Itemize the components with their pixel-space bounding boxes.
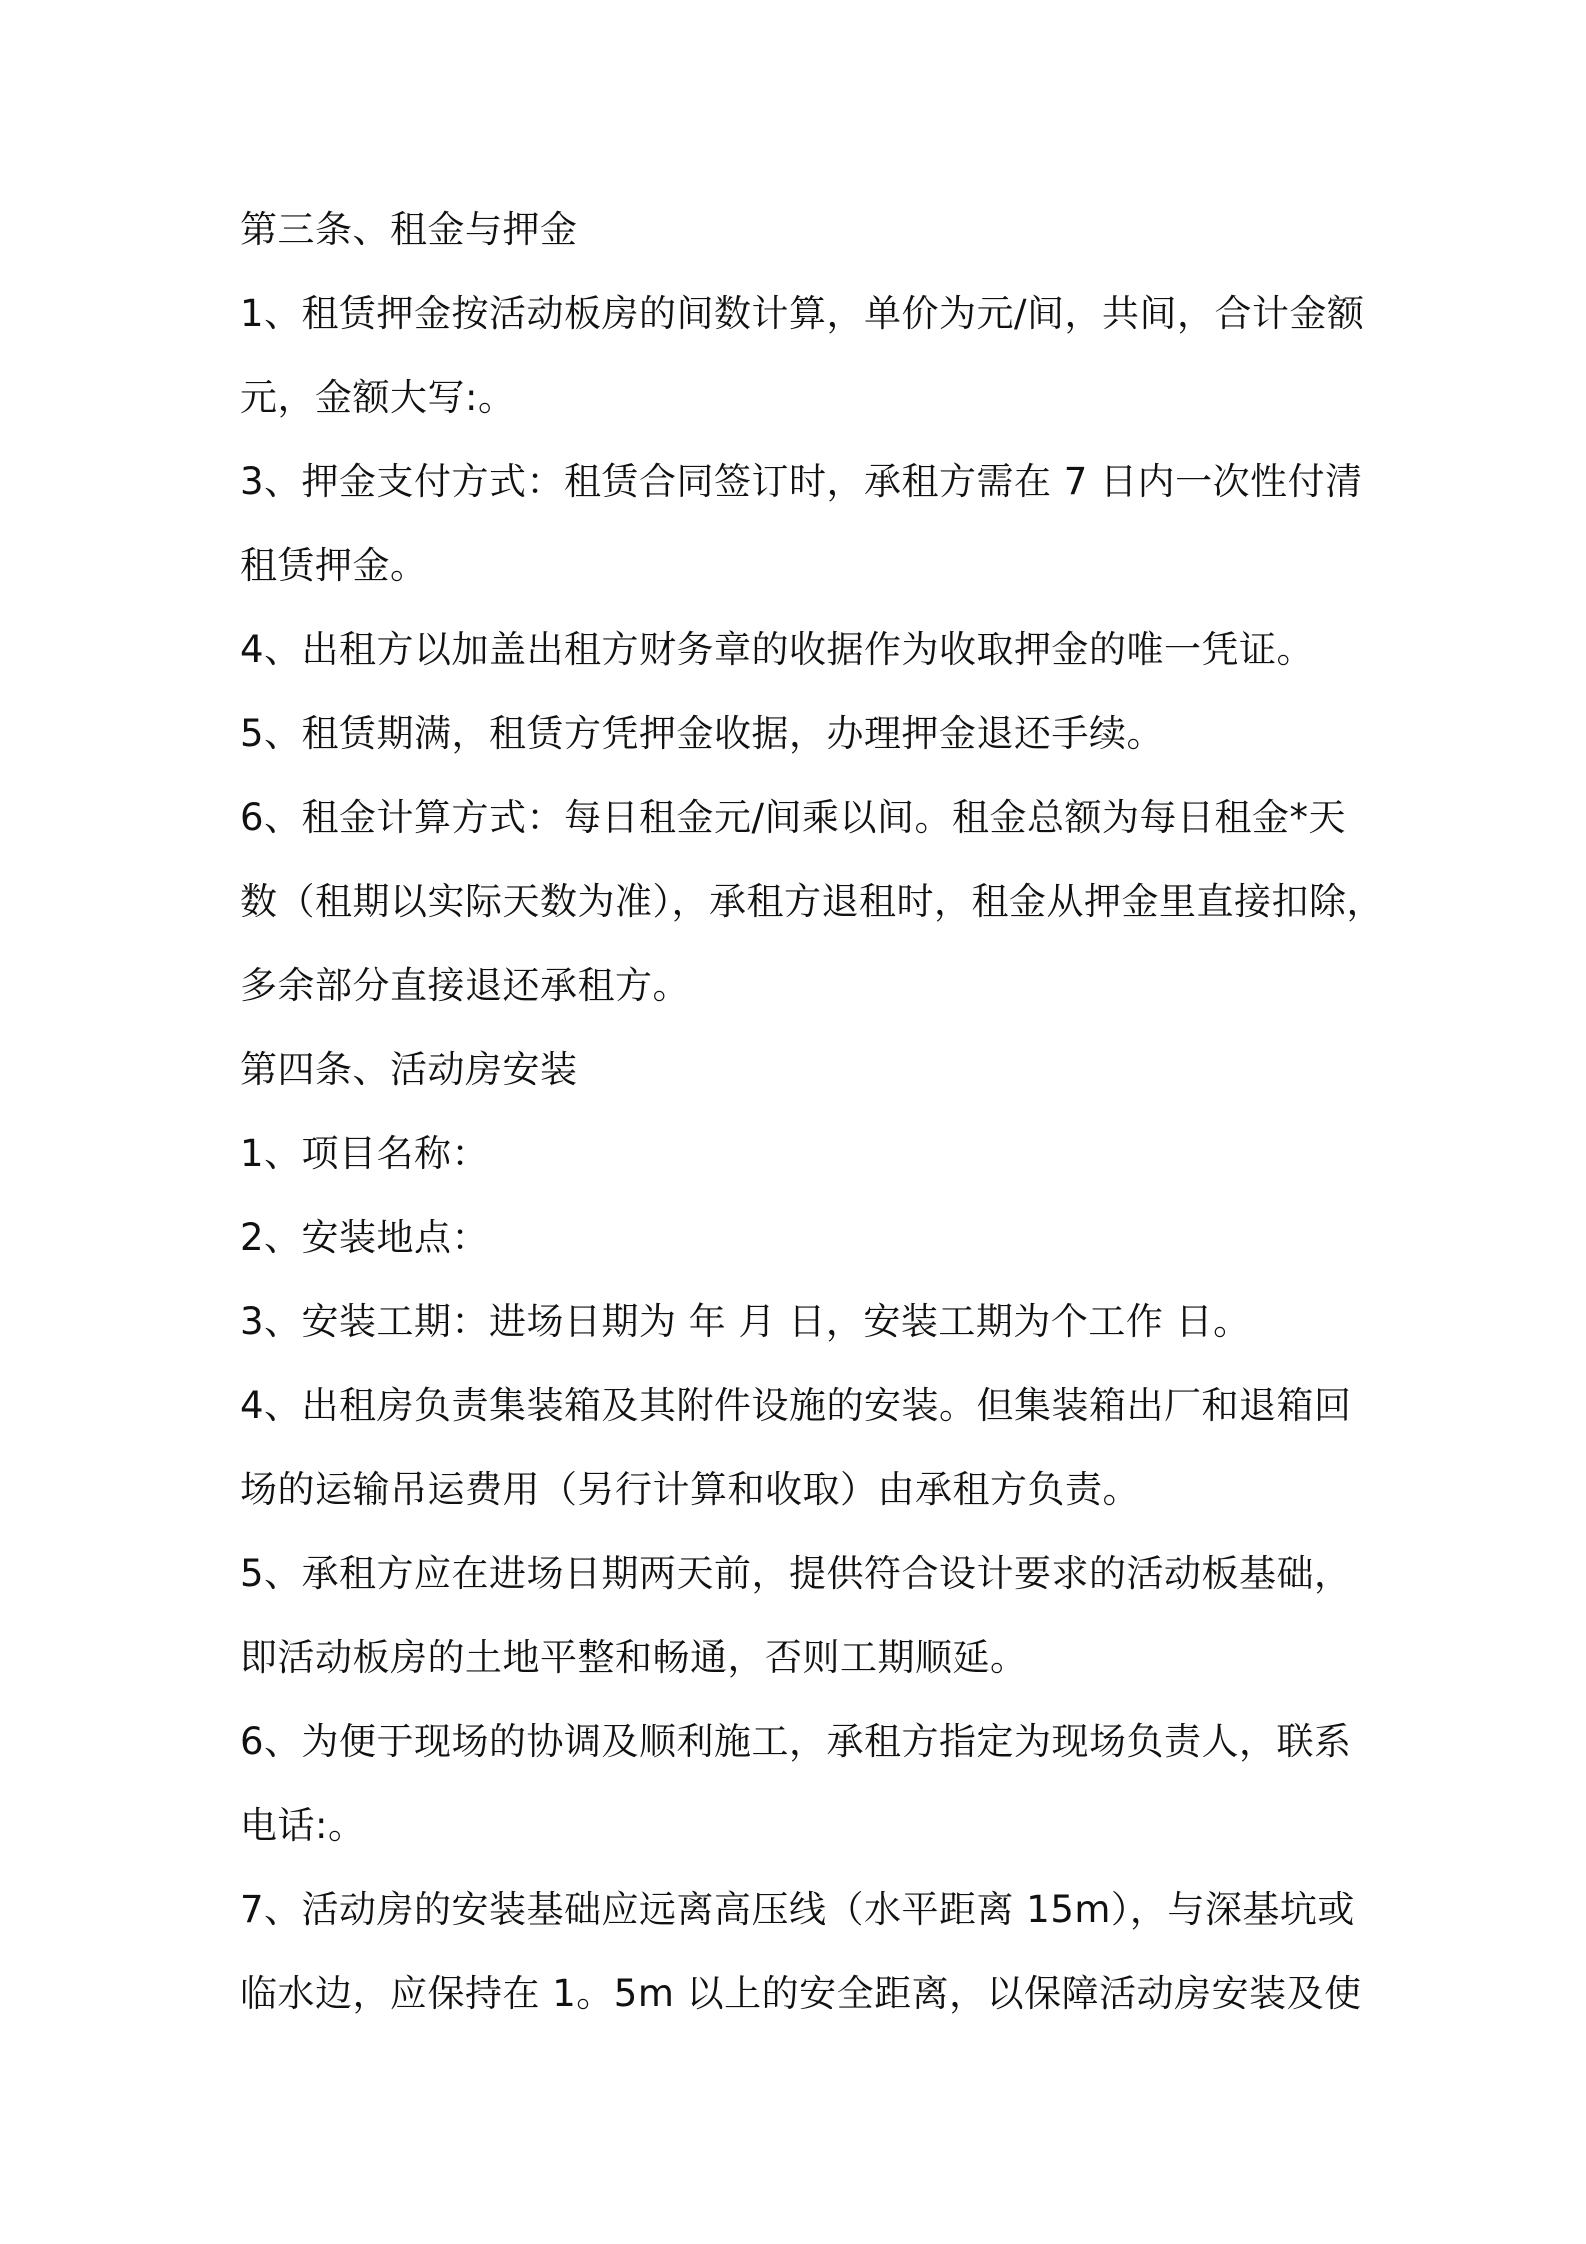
text-line: 2、安装地点： — [240, 1216, 490, 1259]
text-line: 数（租期以实际天数为准），承租方退租时，租金从押金里直接扣除， — [240, 880, 1384, 923]
section-heading-rent-deposit: 第三条、租金与押金 — [240, 208, 578, 251]
text-line: 多余部分直接退还承租方。 — [240, 964, 690, 1007]
text-line: 5、租赁期满，租赁方凭押金收据，办理押金退还手续。 — [240, 712, 1165, 755]
text-line: 租赁押金。 — [240, 544, 428, 587]
text-line: 1、项目名称： — [240, 1132, 490, 1175]
text-line: 临水边，应保持在 1。5m 以上的安全距离，以保障活动房安装及使 — [240, 1972, 1362, 2015]
text-line: 1、租赁押金按活动板房的间数计算，单价为元/间，共间，合计金额 — [240, 292, 1365, 335]
text-line: 4、出租房负责集装箱及其附件设施的安装。但集装箱出厂和退箱回 — [240, 1384, 1352, 1427]
text-line: 7、活动房的安装基础应远离高压线（水平距离 15m），与深基坑或 — [240, 1888, 1355, 1931]
text-line: 元，金额大写:。 — [240, 376, 516, 419]
text-line: 场的运输吊运费用（另行计算和收取）由承租方负责。 — [240, 1468, 1140, 1511]
text-line: 3、押金支付方式：租赁合同签订时，承租方需在 7 日内一次性付清 — [240, 460, 1363, 503]
text-line: 6、租金计算方式：每日租金元/间乘以间。租金总额为每日租金*天 — [240, 796, 1347, 839]
text-line: 即活动板房的土地平整和畅通，否则工期顺延。 — [240, 1636, 1028, 1679]
text-line: 4、出租方以加盖出租方财务章的收据作为收取押金的唯一凭证。 — [240, 628, 1315, 671]
section-heading-installation: 第四条、活动房安装 — [240, 1048, 578, 1091]
text-line: 6、为便于现场的协调及顺利施工，承租方指定为现场负责人，联系 — [240, 1720, 1352, 1763]
text-line: 5、承租方应在进场日期两天前，提供符合设计要求的活动板基础， — [240, 1552, 1352, 1595]
document-body — [240, 194, 1384, 2042]
text-line: 3、安装工期：进场日期为 年 月 日，安装工期为个工作 日。 — [240, 1300, 1251, 1343]
text-line: 电话:。 — [240, 1804, 366, 1847]
